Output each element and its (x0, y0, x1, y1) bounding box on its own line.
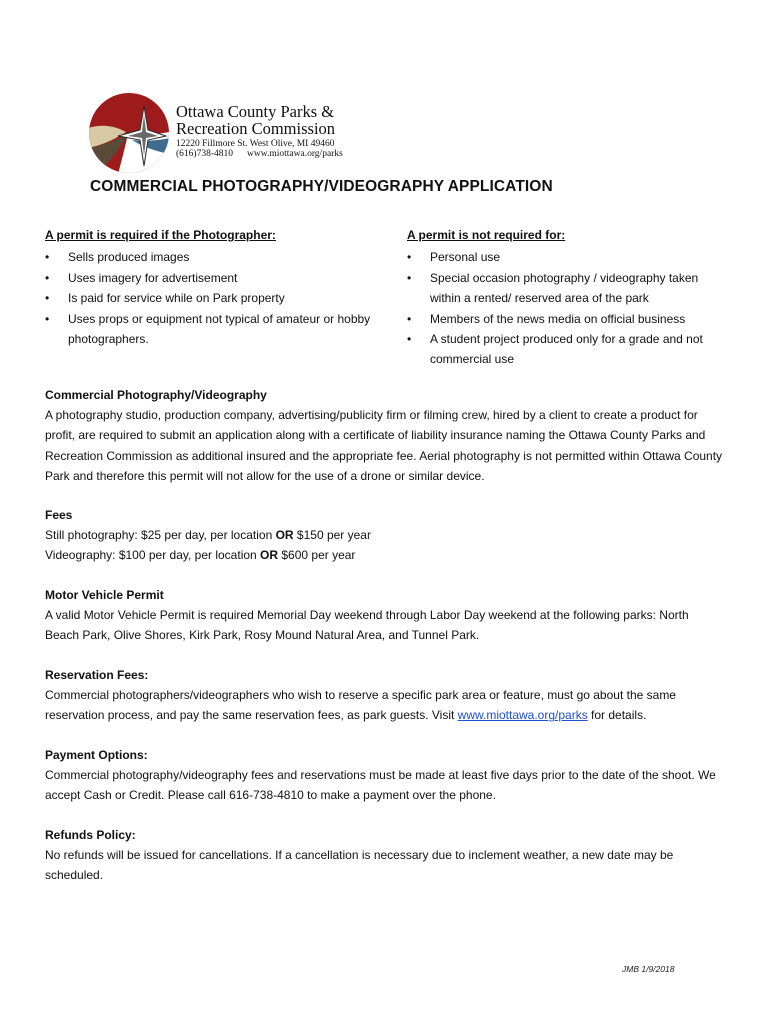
permit-not-required-list (407, 225, 727, 370)
org-name-line2: Recreation Commission (176, 119, 336, 138)
motor-vehicle-section (45, 585, 725, 646)
list-item: • Sells produced images (45, 247, 375, 267)
list-item: • A student project produced only for a grade and not commercial use (407, 329, 727, 370)
permit-required-heading: A permit is required if the Photographer: (45, 228, 276, 242)
list-item: • Special occasion photography / videography taken within a rented/ reserved area of the park (407, 268, 727, 309)
commercial-section (45, 385, 725, 486)
commercial-text: A photography studio, production company, advertising/publicity firm or filming crew, hired by a client to create a product for profit, are required to submit an application along with a certificate of liability insurance naming the Ottawa County Parks and Recreation Commission as additional insured and the appropriate fee. Aerial photography is not permitted within Ottawa County Park and therefore this permit will not allow for the use of a drone or similar device. (45, 408, 723, 483)
motor-vehicle-text: A valid Motor Vehicle Permit is required Memorial Day weekend through Labor Day weekend at the following parks: North Beach Park, Olive Shores, Kirk Park, Rosy Mound Natural Area, and Tunnel Park. (45, 608, 689, 643)
list-item: • Is paid for service while on Park property (45, 288, 375, 308)
permit-required-list (45, 225, 375, 349)
parks-website-link[interactable]: www.miottawa.org/parks (457, 708, 588, 723)
fees-section (45, 505, 725, 566)
payment-heading: Payment Options: (45, 748, 148, 762)
payment-section (45, 745, 725, 806)
refunds-heading: Refunds Policy: (45, 828, 136, 842)
org-name (176, 103, 335, 137)
commercial-heading: Commercial Photography/Videography (45, 388, 267, 402)
list-item: • Uses imagery for advertisement (45, 268, 375, 288)
fee-still-photography: Still photography: $25 per day, per location OR $150 per year (45, 528, 371, 543)
motor-vehicle-heading: Motor Vehicle Permit (45, 588, 164, 602)
fee-videography: Videography: $100 per day, per location OR $600 per year (45, 548, 356, 563)
list-item: • Members of the news media on official business (407, 309, 727, 329)
fees-heading: Fees (45, 508, 73, 522)
footer-revision-note: JMB 1/9/2018 (622, 964, 675, 974)
org-name-line1: Ottawa County Parks & (176, 102, 335, 121)
org-address-block (176, 139, 343, 159)
compass-star-logo-icon (88, 92, 170, 174)
org-website: www.miottawa.org/parks (247, 149, 343, 159)
reservation-heading: Reservation Fees: (45, 668, 149, 682)
reservation-text: Commercial photographers/videographers who wish to reserve a specific park area or feature, must go about the same reservation process, and pay the same reservation fees, as park guests. Visit www.miottawa.org/parks for details. (45, 688, 676, 723)
page-title: COMMERCIAL PHOTOGRAPHY/VIDEOGRAPHY APPLICATION (90, 178, 553, 195)
reservation-section (45, 665, 725, 726)
refunds-text: No refunds will be issued for cancellations. If a cancellation is necessary due to inclement weather, a new date may be scheduled. (45, 848, 674, 883)
list-item: • Uses props or equipment not typical of amateur or hobby photographers. (45, 309, 375, 350)
org-address: 12220 Fillmore St. West Olive, MI 49460 (176, 139, 335, 149)
permit-not-required-heading: A permit is not required for: (407, 228, 566, 242)
refunds-section (45, 825, 725, 886)
list-item: • Personal use (407, 247, 727, 267)
payment-text: Commercial photography/videography fees and reservations must be made at least five days prior to the date of the shoot. We accept Cash or Credit. Please call 616-738-4810 to make a payment over the phone. (45, 768, 716, 803)
org-phone: (616)738-4810 (176, 149, 233, 159)
